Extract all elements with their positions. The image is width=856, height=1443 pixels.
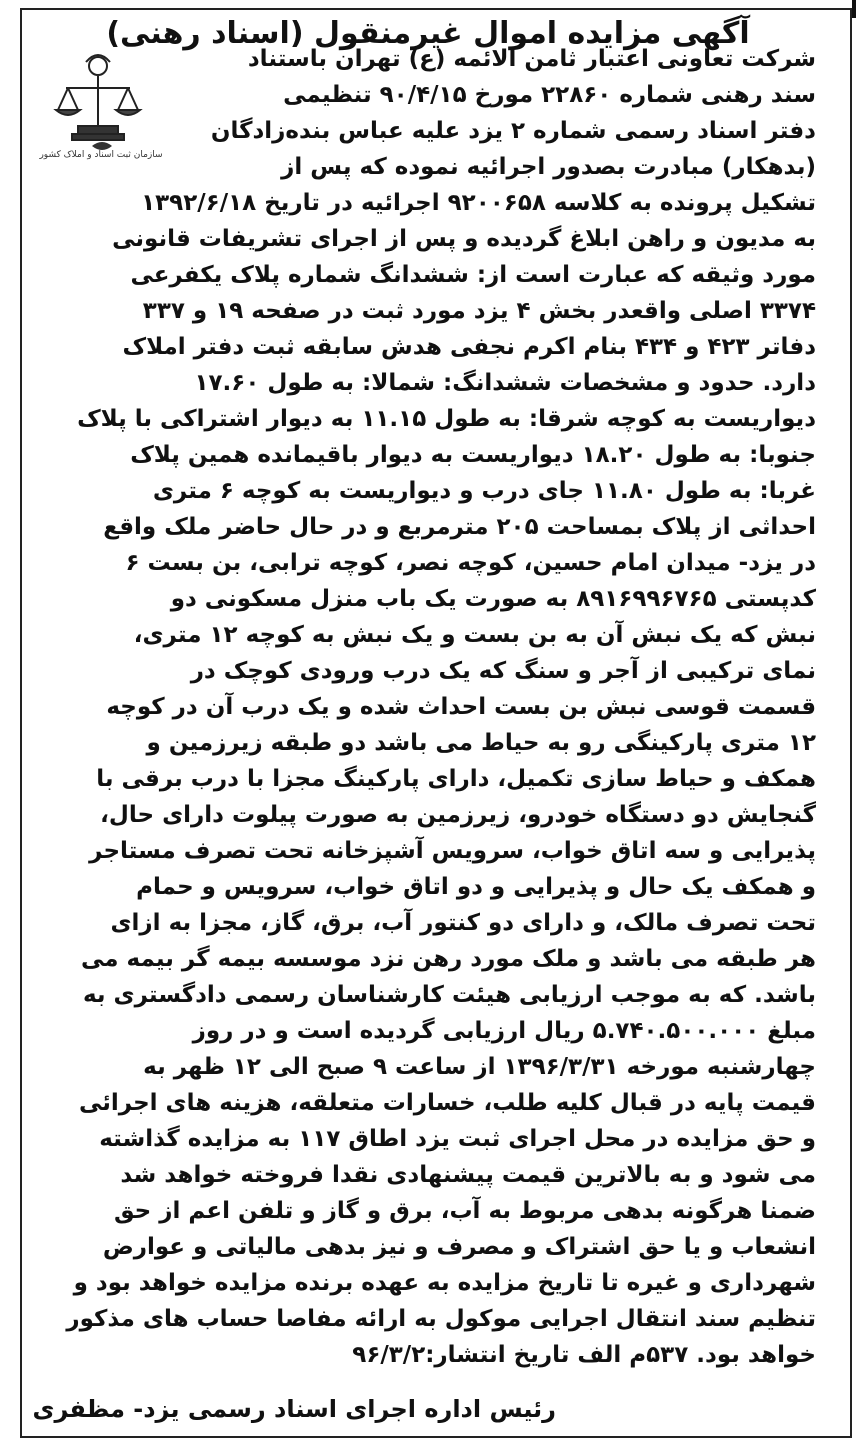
notice-line: تشکیل پرونده به کلاسه ۹۲۰۰۶۵۸ اجرائیه در تاریخ ۱۳۹۲/۶/۱۸: [141, 190, 816, 216]
notice-line: به مدیون و راهن ابلاغ گردیده و پس از اجرای تشریفات قانونی: [112, 226, 816, 252]
notice-line: قسمت قوسی نبش بن بست احداث شده و یک درب آن در کوچه: [106, 694, 816, 720]
notice-line: پذیرایی و سه اتاق خواب، سرویس آشپزخانه تحت تصرف مستاجر: [89, 838, 816, 864]
notice-line: قیمت پایه در قبال کلیه طلب، خسارات متعلقه، هزینه های اجرائی: [78, 1090, 816, 1116]
notice-line: مورد وثیقه که عبارت است از: ششدانگ شماره پلاک یکفرعی: [130, 262, 816, 288]
notice-line: ضمنا هرگونه بدهی مربوط به آب، برق و گاز و تلفن اعم از حق: [113, 1198, 816, 1224]
emblem-caption: سازمان ثبت اسناد و املاک کشور: [39, 150, 163, 160]
notice-line: احداثی از پلاک بمساحت ۲۰۵ مترمربع و در حال حاضر ملک واقع: [103, 514, 816, 540]
notice-line: کدپستی ۸۹۱۶۹۹۶۷۶۵ به صورت یک باب منزل مسکونی دو: [170, 586, 816, 612]
notice-line: تحت تصرف مالک، و دارای دو کنتور آب، برق، گاز، مجزا به ازای: [110, 910, 816, 936]
notice-line: دارد. حدود و مشخصات ششدانگ: شمالا: به طول ۱۷.۶۰: [194, 370, 816, 396]
notice-line: نمای ترکیبی از آجر و سنگ که یک درب ورودی کوچک در: [190, 658, 816, 684]
notice-line: و حق مزایده در محل اجرای ثبت یزد اطاق ۱۱۷ به مزایده گذاشته: [99, 1126, 816, 1152]
notice-line: غربا: به طول ۱۱.۸۰ جای درب و دیواریست به کوچه ۶ متری: [152, 478, 816, 504]
notice-line: دفتر اسناد رسمی شماره ۲ یزد علیه عباس بنده‌زادگان: [210, 118, 816, 144]
notice-line: ۳۳۷۴ اصلی واقعدر بخش ۴ یزد مورد ثبت در صفحه ۱۹ و ۳۳۷: [142, 298, 816, 324]
signature: رئیس اداره اجرای اسناد رسمی یزد- مظفری: [32, 1395, 556, 1423]
notice-title: آگهی مزایده اموال غیرمنقول (اسناد رهنی): [106, 16, 750, 51]
notice-line: تنظیم سند انتقال اجرایی موکول به ارائه مفاصا حساب های مذکور: [66, 1306, 816, 1332]
notice-line: (بدهکار) مبادرت بصدور اجرائیه نموده که پس از: [281, 154, 816, 180]
notice-line: جنوبا: به طول ۱۸.۲۰ دیواریست به دیوار باقیمانده همین پلاک: [130, 442, 816, 468]
notice-line: در یزد- میدان امام حسین، کوچه نصر، کوچه ترابی، بن بست ۶: [125, 550, 816, 576]
notice-line: شرکت تعاونی اعتبار ثامن الائمه (ع) تهران باستناد: [247, 46, 816, 72]
notice-line: گنجایش دو دستگاه خودرو، زیرزمین به صورت پیلوت دارای حال،: [100, 802, 816, 828]
registry-emblem-icon: [28, 48, 178, 166]
notice-line: و همکف یک حال و پذیرایی و دو اتاق خواب، سرویس و حمام: [136, 874, 816, 900]
notice-line: مبلغ ۵.۷۴۰.۵۰۰.۰۰۰ ریال ارزیابی گردیده است و در روز: [192, 1018, 816, 1044]
notice-line: باشد. که به موجب ارزیابی هیئت کارشناسان رسمی دادگستری به: [82, 982, 816, 1008]
notice-line: چهارشنبه مورخه ۱۳۹۶/۳/۳۱ از ساعت ۹ صبح الی ۱۲ ظهر به: [143, 1054, 816, 1080]
notice-line: خواهد بود. ۵۳۷م الف تاریخ انتشار:۹۶/۳/۲: [352, 1342, 816, 1368]
notice-line: می شود و به بالاترین قیمت پیشنهادی نقدا فروخته خواهد شد: [120, 1162, 816, 1188]
notice-line: ۱۲ متری پارکینگی رو به حیاط می باشد دو طبقه زیرزمین و: [146, 730, 816, 756]
notice-line: نبش که یک نبش آن به بن بست و یک نبش به کوچه ۱۲ متری،: [133, 622, 816, 648]
notice-line: هر طبقه می باشد و ملک مورد رهن نزد موسسه بیمه گر بیمه می: [80, 946, 816, 972]
notice-line: سند رهنی شماره ۲۲۸۶۰ مورخ ۹۰/۴/۱۵ تنظیمی: [283, 82, 816, 108]
notice-line: انشعاب و یا حق اشتراک و مصرف و نیز بدهی مالیاتی و عوارض: [102, 1234, 816, 1260]
notice-line: همکف و حیاط سازی تکمیل، دارای پارکینگ مجزا با درب برقی با: [96, 766, 816, 792]
notice-line: شهرداری و غیره تا تاریخ مزایده به عهده برنده مزایده خواهد بود و: [73, 1270, 816, 1296]
notice-line: دیواریست به کوچه شرقا: به طول ۱۱.۱۵ به دیوار اشتراکی با پلاک: [77, 406, 816, 432]
notice-line: دفاتر ۴۲۳ و ۴۳۴ بنام اکرم نجفی هدش سابقه ثبت دفتر املاک: [122, 334, 816, 360]
